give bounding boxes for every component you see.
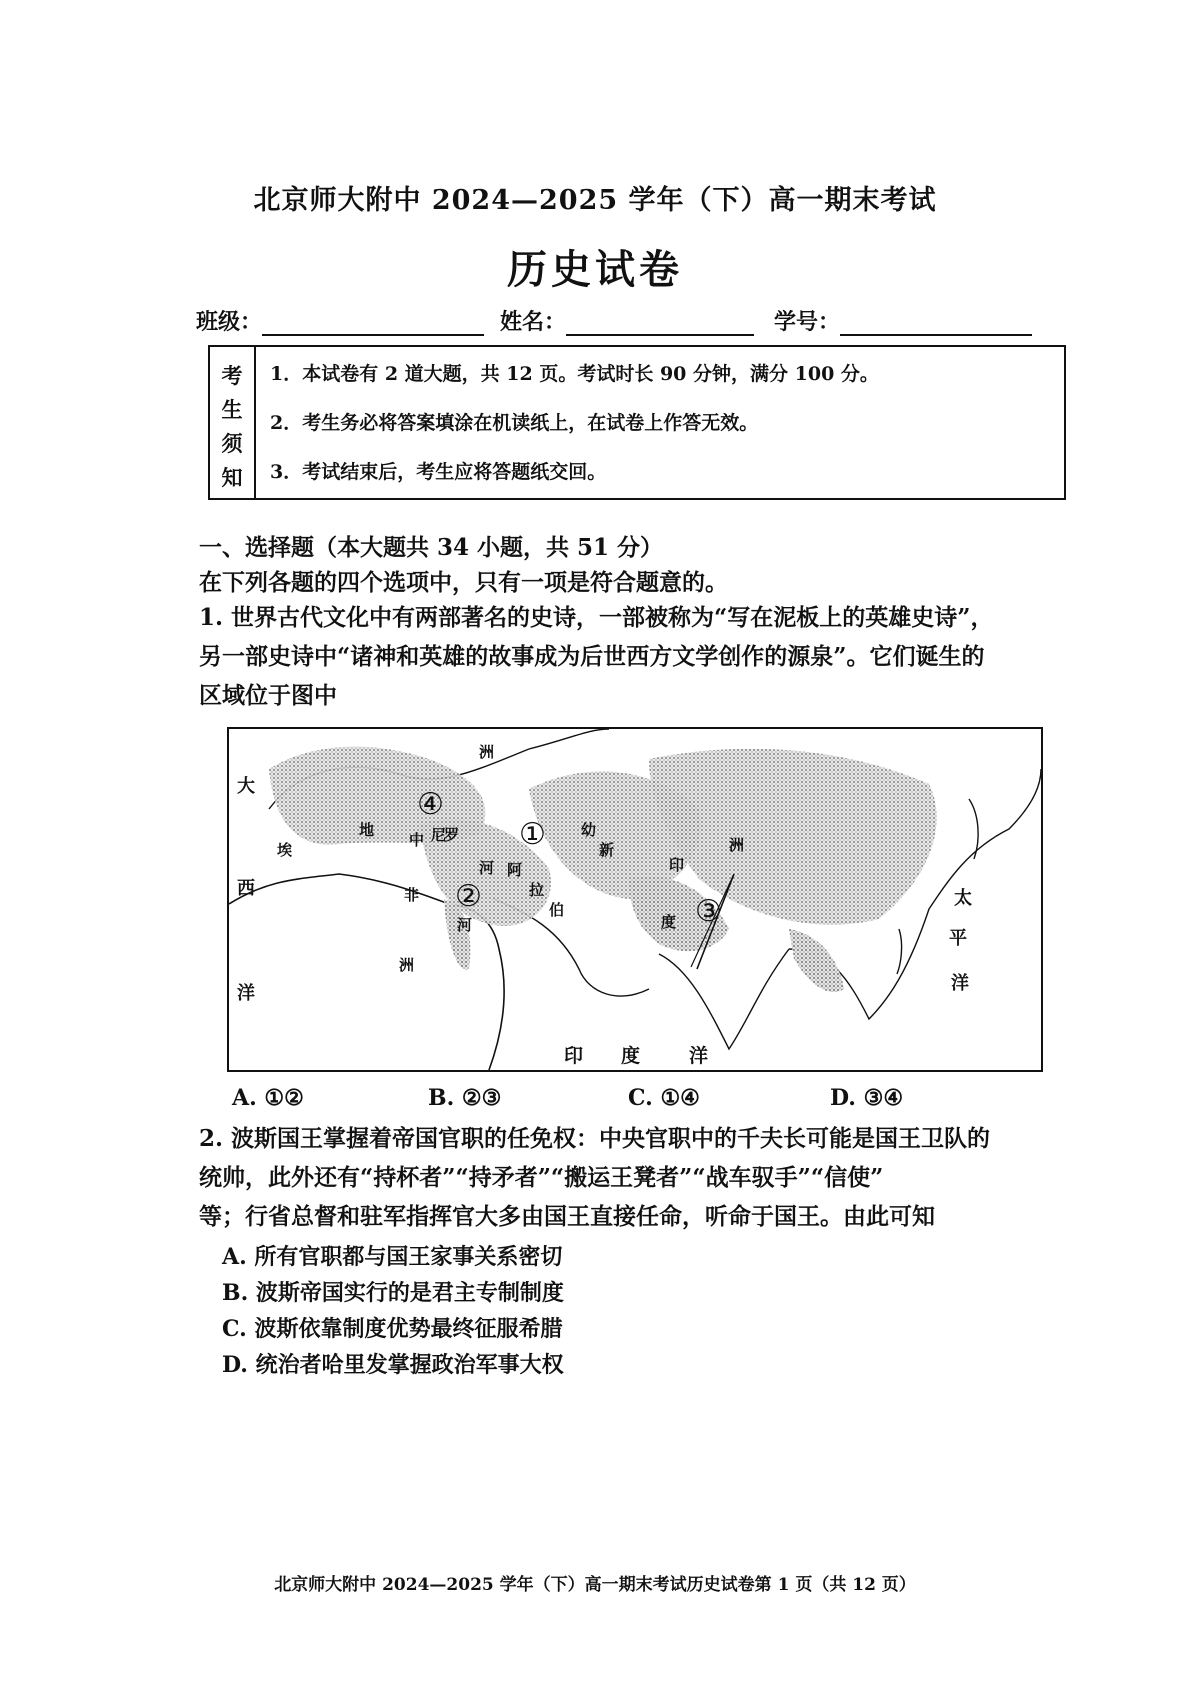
- section-heading: 一、选择题（本大题共 34 小题，共 51 分）: [199, 534, 664, 561]
- student-id-field: [774, 305, 1032, 336]
- q1-line: 另一部史诗中“诸神和英雄的故事成为后世西方文学创作的源泉”。它们诞生的: [199, 643, 985, 670]
- notice-item: 3．考试结束后，考生应将答题纸交回。: [270, 461, 607, 483]
- map-label: 大: [237, 776, 255, 797]
- map-label: 平: [949, 928, 967, 949]
- japan-island: [969, 799, 978, 859]
- marker-3: ③: [695, 894, 722, 929]
- name-blank[interactable]: [566, 310, 754, 336]
- map-label: 拉: [529, 881, 545, 899]
- india-coast: [659, 949, 789, 1049]
- map-label: 西: [237, 878, 255, 899]
- map-graphic: [229, 729, 1041, 1070]
- map-label: 洲: [479, 743, 495, 761]
- map-label: 地: [359, 821, 375, 839]
- id-blank[interactable]: [840, 310, 1032, 336]
- name-field: [500, 305, 754, 336]
- page-footer: 北京师大附中 2024—2025 学年（下）高一期末考试历史试卷第 1 页（共 12 页）: [274, 1575, 916, 1595]
- notice-heading-char: 知: [221, 465, 243, 490]
- marker-4: ④: [417, 787, 444, 822]
- class-blank[interactable]: [262, 310, 484, 336]
- q2-option-d[interactable]: D. 统治者哈里发掌握政治军事大权: [222, 1352, 564, 1378]
- q2-option-a[interactable]: A. 所有官职都与国王家事关系密切: [222, 1244, 563, 1270]
- map-label: 洋: [237, 983, 255, 1004]
- map-label: 罗: [444, 826, 460, 844]
- subject-title: 历史试卷: [507, 246, 683, 293]
- q1-option-a[interactable]: A. ①②: [232, 1085, 304, 1111]
- map-label: 洲: [729, 836, 745, 854]
- map-label: 洲: [399, 956, 415, 974]
- map-label: 新: [599, 841, 615, 859]
- map-label: 中: [409, 831, 425, 849]
- exam-notice-box: [208, 345, 1066, 500]
- map-label: 度: [621, 1045, 641, 1067]
- id-label: 学号：: [774, 309, 841, 335]
- map-label: 太: [954, 888, 972, 909]
- q1-option-d[interactable]: D. ③④: [830, 1085, 904, 1111]
- map-label: 河: [479, 859, 495, 877]
- notice-heading-char: 考: [221, 363, 243, 388]
- class-field: [196, 305, 484, 336]
- map-label: 河: [457, 916, 473, 934]
- q2-line: 等；行省总督和驻军指挥官大多由国王直接任命，听命于国王。由此可知: [199, 1203, 935, 1230]
- q2-option-b[interactable]: B. 波斯帝国实行的是君主专制制度: [222, 1280, 564, 1306]
- map-label: 洋: [951, 973, 969, 994]
- notice-heading: [210, 347, 256, 498]
- q2-option-c[interactable]: C. 波斯依靠制度优势最终征服希腊: [222, 1316, 563, 1342]
- q1-line: 区域位于图中: [199, 682, 337, 709]
- section-instruction: 在下列各题的四个选项中，只有一项是符合题意的。: [199, 569, 728, 596]
- map-label: 度: [661, 913, 677, 931]
- map-label: 伯: [549, 901, 565, 919]
- marker-2: ②: [455, 879, 482, 914]
- q1-line: 1. 世界古代文化中有两部著名的史诗，一部被称为“写在泥板上的英雄史诗”，: [199, 604, 994, 631]
- notice-heading-char: 生: [221, 397, 243, 422]
- marker-1: ①: [519, 817, 546, 852]
- map-label: 洋: [689, 1045, 709, 1067]
- notice-heading-char: 须: [221, 431, 243, 456]
- map-label: 埃: [277, 841, 293, 859]
- class-label: 班级：: [196, 309, 263, 335]
- exam-title: 北京师大附中 2024—2025 学年（下）高一期末考试: [253, 185, 937, 216]
- map-label: 阿: [507, 861, 523, 879]
- q2-line: 2. 波斯国王掌握着帝国官职的任免权：中央官职中的千夫长可能是国王卫队的: [199, 1125, 991, 1152]
- q1-option-b[interactable]: B. ②③: [428, 1085, 502, 1111]
- notice-item: 2．考生务必将答案填涂在机读纸上，在试卷上作答无效。: [270, 412, 759, 434]
- q2-line: 统帅，此外还有“持杯者”“持矛者”“搬运王凳者”“战车驭手”“信使”: [199, 1164, 884, 1191]
- map-label: 尼: [431, 826, 447, 844]
- name-label: 姓名：: [500, 309, 567, 335]
- ancient-world-map: [227, 727, 1043, 1072]
- philippines-island: [897, 929, 902, 974]
- stipple-southeast-asia: [789, 929, 844, 992]
- notice-item: 1．本试卷有 2 道大题，共 12 页。考试时长 90 分钟，满分 100 分。: [270, 363, 879, 385]
- map-label: 幼: [581, 821, 597, 839]
- q1-option-c[interactable]: C. ①④: [628, 1085, 700, 1111]
- map-label: 印: [669, 856, 685, 874]
- map-label: 非: [404, 886, 420, 904]
- map-label: 印: [564, 1045, 584, 1067]
